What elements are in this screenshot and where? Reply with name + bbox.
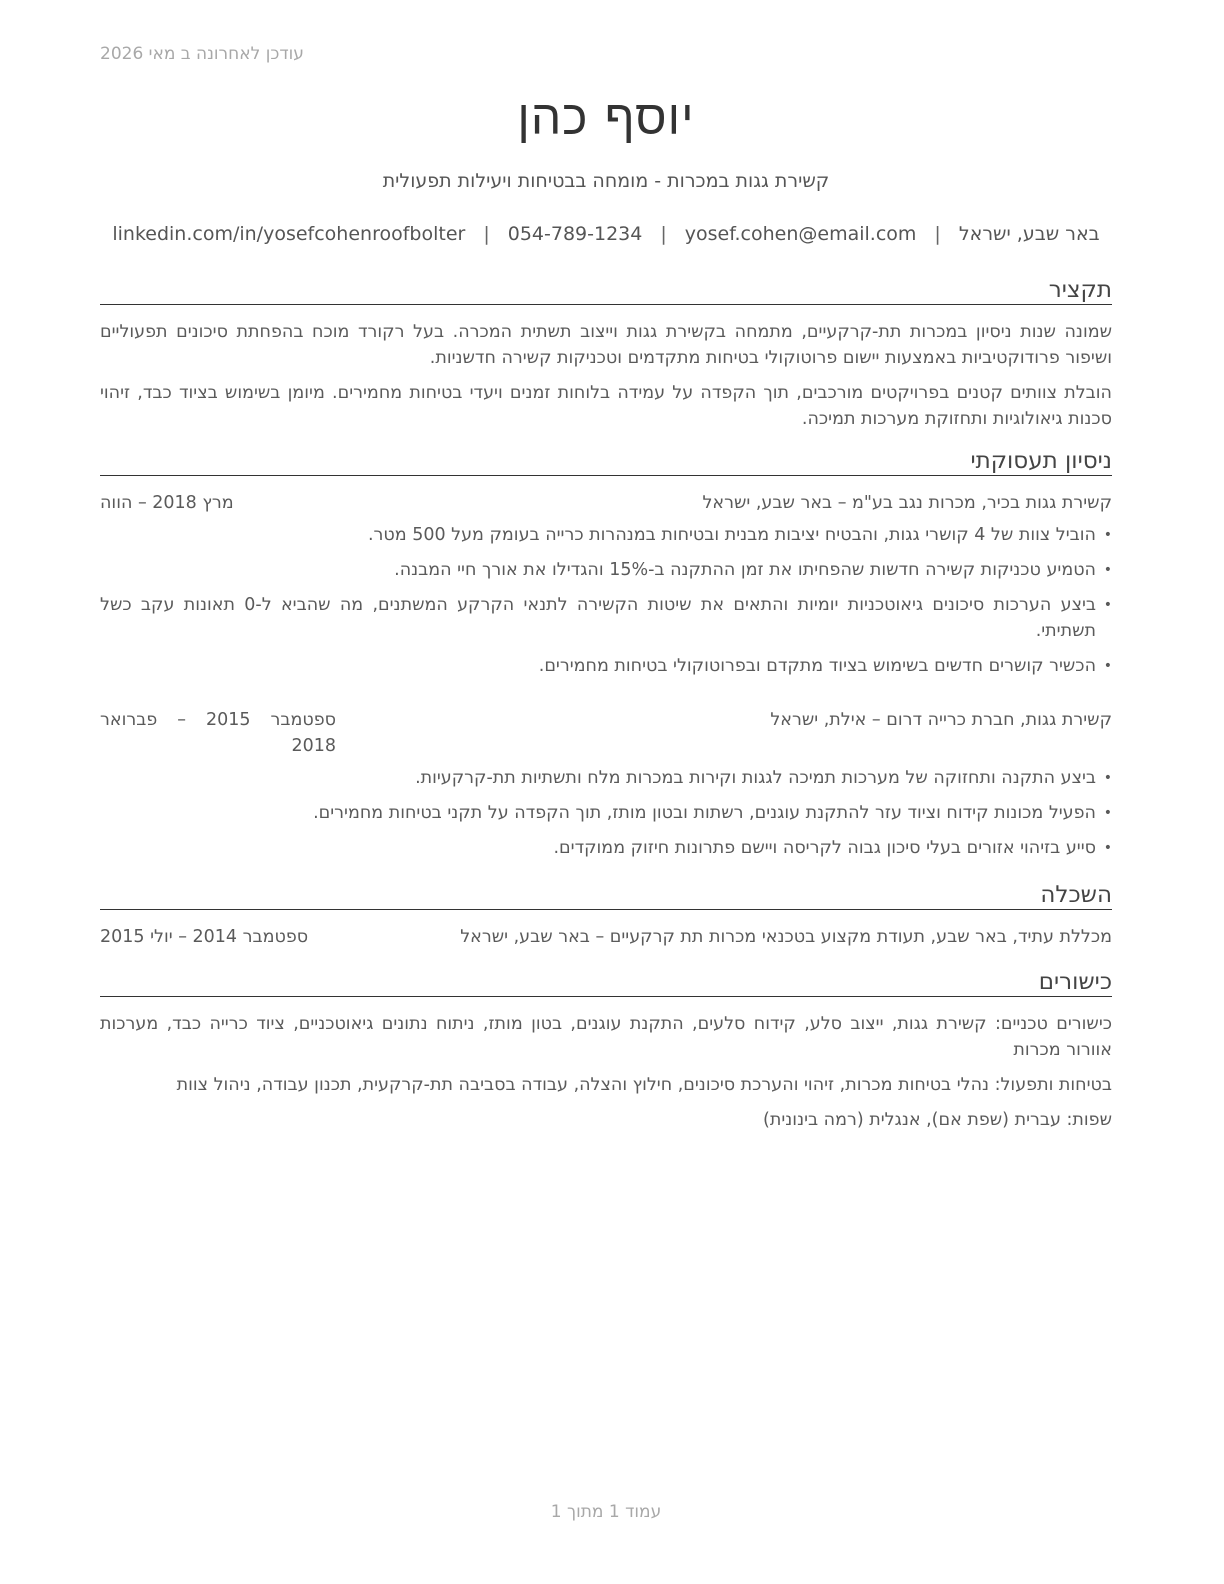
contact-phone[interactable]: 054-789-1234 (507, 223, 643, 245)
skills-section (100, 968, 1112, 1133)
resume-content (100, 276, 1112, 1142)
list-item (100, 765, 1112, 791)
list-item (100, 653, 1112, 679)
bullet-icon: • (1103, 805, 1112, 821)
skills-line: בטיחות ותפעול: נהלי בטיחות מכרות, זיהוי והערכת סיכונים, חילוץ והצלה, עבודה בסביבה תת-קרקעית, תכנון עבודה, ניהול צוות (176, 1075, 1112, 1095)
bullet-icon: • (1103, 840, 1112, 856)
contact-separator: | (934, 223, 941, 245)
last-updated: עודכן לאחרונה ב מאי 2026 (100, 44, 304, 64)
bullet-text: ביצע הערכות סיכונים גיאוטכניות יומיות והתאים את שיטות הקשירה לתנאי הקרקע המשתנים, מה שהביא ל-0 תאונות עקב כשל תשתיתי. (100, 595, 1096, 641)
skills-line: כישורים טכניים: קשירת גגות, ייצוב סלע, קידוח סלעים, התקנת עוגנים, בטון מותז, ניתוח נתונים גיאוטכניים, ציוד כרייה כבד, מערכות אוורור מכרות (100, 1014, 1112, 1060)
contact-linkedin[interactable]: linkedin.com/in/yosefcohenroofbolter (112, 223, 466, 245)
job-bullets (100, 765, 1112, 861)
section-title-experience: ניסיון תעסוקתי (100, 447, 1112, 476)
candidate-headline: קשירת גגות במכרות - מומחה בבטיחות ויעילות תפעולית (382, 170, 830, 192)
bullet-icon: • (1103, 597, 1112, 613)
section-title-education: השכלה (100, 881, 1112, 910)
list-item (100, 557, 1112, 583)
bullet-text: סייע בזיהוי אזורים בעלי סיכון גבוה לקריסה ויישם פתרונות חיזוק ממוקדים. (553, 838, 1096, 858)
contact-location: באר שבע, ישראל (958, 223, 1100, 245)
education-dates: ספטמבר 2014 – יולי 2015 (100, 927, 309, 947)
summary-section (100, 276, 1112, 432)
bullet-text: הכשיר קושרים חדשים בשימוש בציוד מתקדם ובפרוטוקולי בטיחות מחמירים. (538, 656, 1096, 676)
resume-page (100, 0, 1112, 1584)
job-bullets (100, 522, 1112, 679)
list-item (100, 800, 1112, 826)
experience-section (100, 447, 1112, 861)
job-title: קשירת גגות, חברת כרייה דרום – אילת, ישראל (770, 710, 1112, 730)
education-title: מכללת עתיד, באר שבע, תעודת מקצוע בטכנאי מכרות תת קרקעיים – באר שבע, ישראל (460, 927, 1112, 947)
list-item (100, 522, 1112, 548)
summary-paragraph: שמונה שנות ניסיון במכרות תת-קרקעיים, מתמחה בקשירת גגות וייצוב תשתית המכרה. בעל רקורד מוכח בהפחתת סיכונים תפעוליים ושיפור פרודוקטיביות באמצעות יישום פרוטוקולי בטיחות מתקדמים וטכניקות קשירה חדשניות. (100, 322, 1112, 368)
list-item (100, 835, 1112, 861)
list-item (100, 592, 1112, 644)
bullet-text: הטמיע טכניקות קשירה חדשות שהפחיתו את זמן ההתקנה ב-15% והגדילו את אורך חיי המבנה. (394, 560, 1096, 580)
summary-paragraph: הובלת צוותים קטנים בפרויקטים מורכבים, תוך הקפדה על עמידה בלוחות זמנים ויעדי בטיחות מחמירים. מיומן בשימוש בציוד כבד, זיהוי סכנות גיאולוגיות ותחזוקת מערכות תמיכה. (100, 383, 1112, 429)
job-header (100, 490, 1112, 516)
bullet-text: ביצע התקנה ותחזוקה של מערכות תמיכה לגגות וקירות במכרות מלח ותשתיות תת-קרקעיות. (415, 768, 1096, 788)
job-header (100, 707, 1112, 759)
bullet-icon: • (1103, 770, 1112, 786)
skills-line: שפות: עברית (שפת אם), אנגלית (רמה בינונית) (763, 1110, 1112, 1130)
education-entry (100, 924, 1112, 950)
bullet-icon: • (1103, 562, 1112, 578)
contact-email[interactable]: yosef.cohen@email.com (684, 223, 917, 245)
bullet-icon: • (1103, 658, 1112, 674)
bullet-text: הפעיל מכונות קידוח וציוד עזר להתקנת עוגנים, רשתות ובטון מותז, תוך הקפדה על תקני בטיחות מחמירים. (313, 803, 1096, 823)
section-title-summary: תקציר (100, 276, 1112, 305)
job-entry (100, 490, 1112, 679)
job-dates: מרץ 2018 – הווה (100, 493, 234, 513)
education-section (100, 881, 1112, 950)
contact-separator: | (660, 223, 667, 245)
bullet-icon: • (1103, 527, 1112, 543)
page-number: עמוד 1 מתוך 1 (550, 1502, 662, 1522)
job-entry (100, 707, 1112, 861)
job-dates: ספטמבר 2015 – פברואר 2018 (100, 710, 336, 756)
bullet-text: הוביל צוות של 4 קושרי גגות, והבטיח יציבות מבנית ובטיחות במנהרות כרייה בעומק מעל 500 מטר. (367, 525, 1096, 545)
contact-separator: | (483, 223, 490, 245)
job-title: קשירת גגות בכיר, מכרות נגב בע"מ – באר שבע, ישראל (702, 493, 1112, 513)
contact-line (100, 223, 1112, 245)
section-title-skills: כישורים (100, 968, 1112, 997)
candidate-name: יוסף כהן (517, 90, 695, 146)
